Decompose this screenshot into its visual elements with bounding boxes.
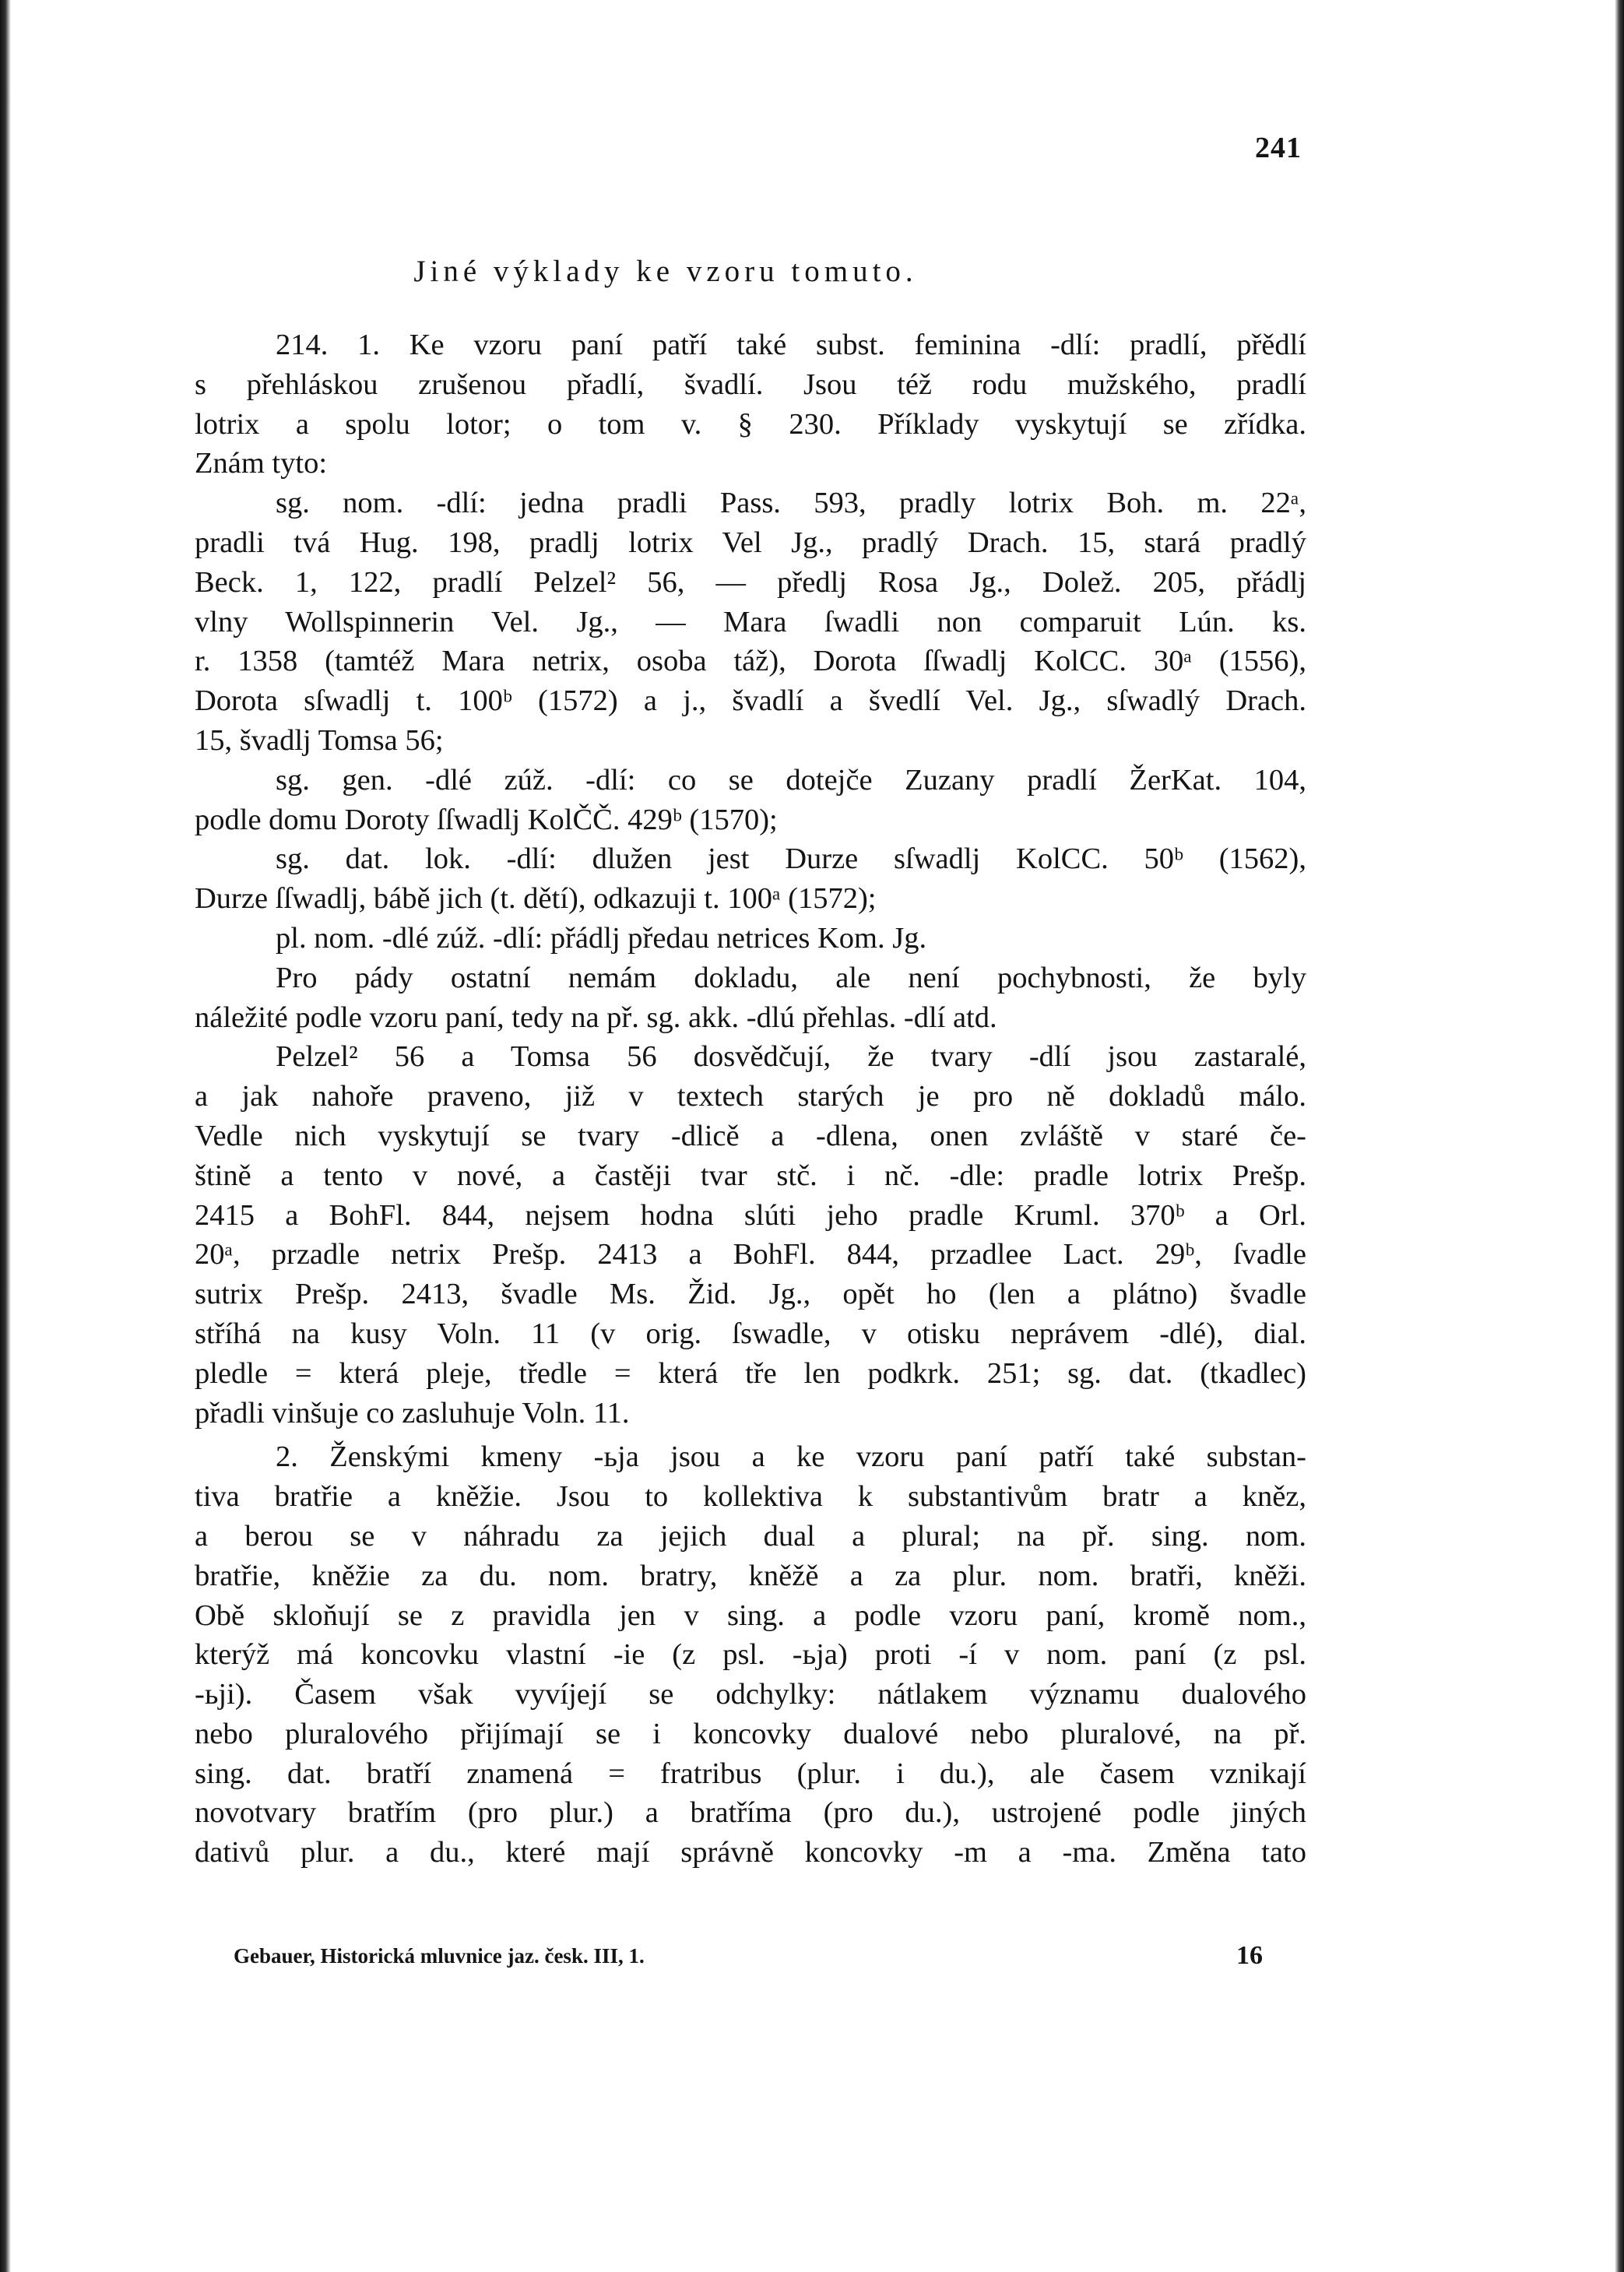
text-line: 2415 a BohFl. 844, nejsem hodna slúti jeho pradle Kruml. 370ᵇ a Orl. — [195, 1198, 1306, 1232]
text-line: -ьji). Časem však vyvíjejí se odchylky: nátlakem významu dualového — [195, 1678, 1306, 1711]
text-line: r. 1358 (tamtéž Mara netrix, osoba táž), Dorota ſſwadlj KolCC. 30ᵃ (1556), — [195, 645, 1306, 678]
text-line: vlny Wollspinnerin Vel. Jg., — Mara ſwadli non comparuit Lún. ks. — [195, 605, 1306, 638]
text-line: podle domu Doroty ſſwadlj KolČČ. 429ᵇ (1570); — [195, 803, 778, 836]
text-line: Beck. 1, 122, pradlí Pelzel² 56, — předlj Rosa Jg., Dolež. 205, přádlj — [195, 565, 1306, 599]
text-line: pledle = která pleje, tředle = která tře len podkrk. 251; sg. dat. (tkadlec) — [195, 1356, 1306, 1390]
text-line: pradli tvá Hug. 198, pradlj lotrix Vel Jg., pradlý Drach. 15, stará pradlý — [195, 526, 1306, 559]
text-line: a jak nahoře praveno, již v textech starých je pro ně dokladů málo. — [195, 1080, 1306, 1113]
text-line: Dorota sſwadlj t. 100ᵇ (1572) a j., švadlí a švedlí Vel. Jg., sſwadlý Drach. — [195, 684, 1306, 718]
text-line: bratřie, kněžie za du. nom. bratry, kněžě a za plur. nom. bratři, kněži. — [195, 1559, 1306, 1592]
text-line: přadli vinšuje co zasluhuje Voln. 11. — [195, 1396, 630, 1430]
text-line: náležité podle vzoru paní, tedy na př. sg. akk. -dlú přehlas. -dlí atd. — [195, 1001, 997, 1034]
text-line: Durze ſſwadlj, bábě jich (t. dětí), odkazuji t. 100ᵃ (1572); — [195, 882, 877, 916]
text-line: 2. Ženskými kmeny -ьja jsou a ke vzoru paní patří také substan- — [276, 1440, 1306, 1474]
text-line: Obě skloňují se z pravidla jen v sing. a podle vzoru paní, kromě nom., — [195, 1598, 1306, 1632]
text-line: štině a tento v nové, a častěji tvar stč. i nč. -dle: pradle lotrix Prešp. — [195, 1159, 1306, 1192]
text-line: 214. 1. Ke vzoru paní patří také subst. feminina -dlí: pradlí, přědlí — [276, 329, 1306, 361]
text-line: sing. dat. bratří znamená = fratribus (plur. i du.), ale časem vznikají — [195, 1757, 1306, 1790]
footer-signature: 16 — [1236, 1941, 1263, 1970]
text-line: a berou se v náhradu za jejich dual a plural; na př. sing. nom. — [195, 1519, 1306, 1553]
text-line: tiva bratřie a kněžie. Jsou to kollektiva k substantivům bratr a kněz, — [195, 1480, 1306, 1514]
text-line: Vedle nich vyskytují se tvary -dlicě a -dlena, onen zvláště v staré če- — [195, 1119, 1306, 1152]
text-line: nebo pluralového přijímají se i koncovky dualové nebo pluralové, na př. — [195, 1717, 1306, 1750]
section-heading: Jiné výklady ke vzoru tomuto. — [413, 255, 918, 288]
text-line: Pro pády ostatní nemám dokladu, ale není pochybnosti, že byly — [276, 961, 1306, 994]
text-line: kterýž má koncovku vlastní -ie (z psl. -ьja) proti -í v nom. paní (z psl. — [195, 1638, 1306, 1672]
text-line: 15, švadlj Tomsa 56; — [195, 723, 444, 757]
text-line: sutrix Prešp. 2413, švadle Ms. Žid. Jg., opět ho (len a plátno) švadle — [195, 1278, 1306, 1311]
footer-source: Gebauer, Historická mluvnice jaz. česk. III, 1. — [234, 1944, 645, 1968]
text-line: sg. dat. lok. -dlí: dlužen jest Durze sſwadlj KolCC. 50ᵇ (1562), — [276, 842, 1306, 876]
text-line: Znám tyto: — [195, 447, 328, 480]
body-text — [195, 325, 1306, 1873]
text-line: novotvary bratřím (pro plur.) a bratříma (pro du.), ustrojené podle jiných — [195, 1796, 1306, 1830]
page-footer — [195, 1941, 1306, 1975]
text-line: Pelzel² 56 a Tomsa 56 dosvědčují, že tvary -dlí jsou zastaralé, — [276, 1040, 1306, 1074]
scan-right-edge — [1615, 0, 1624, 2272]
text-line: pl. nom. -dlé zúž. -dlí: přádlj předau netrices Kom. Jg. — [276, 921, 927, 955]
text-line: dativů plur. a du., které mají správně koncovky -m a -ma. Změna tato — [195, 1836, 1306, 1869]
text-line: s přehláskou zrušenou přadlí, švadlí. Jsou též rodu mužského, pradlí — [195, 368, 1306, 401]
text-line: 20ᵃ, przadle netrix Prešp. 2413 a BohFl. 844, przadlee Lact. 29ᵇ, ſvadle — [195, 1238, 1306, 1271]
scan-left-edge — [0, 0, 11, 2272]
text-line: lotrix a spolu lotor; o tom v. § 230. Příklady vyskytují se zřídka. — [195, 407, 1306, 441]
text-line: sg. nom. -dlí: jedna pradli Pass. 593, pradly lotrix Boh. m. 22ᵃ, — [276, 487, 1306, 520]
text-line: sg. gen. -dlé zúž. -dlí: co se dotejče Zuzany pradlí ŽerKat. 104, — [276, 763, 1306, 797]
page-number: 241 — [1255, 132, 1302, 164]
text-line: stříhá na kusy Voln. 11 (v orig. ſswadle, v otisku neprávem -dlé), dial. — [195, 1317, 1306, 1350]
